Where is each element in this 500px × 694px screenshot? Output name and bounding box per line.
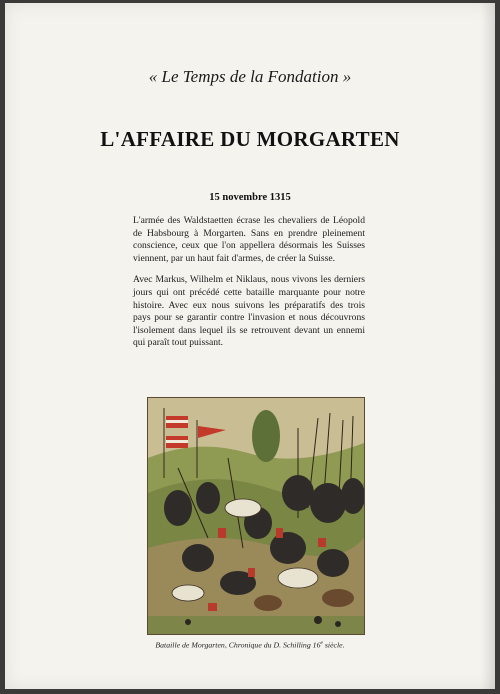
battle-illustration: [147, 397, 365, 635]
illustration-caption: [5, 640, 495, 650]
body-text: [133, 215, 365, 359]
caption-superscript: e: [320, 640, 323, 646]
page-title: L'AFFAIRE DU MORGARTEN: [100, 127, 400, 151]
book-page: [5, 3, 495, 689]
caption-text: Bataille de Morgarten, Chronique du D. Schilling 16: [155, 640, 321, 650]
event-date: 15 novembre 1315: [209, 192, 291, 203]
page-edge-shadow: [481, 3, 495, 689]
series-title: « Le Temps de la Fondation »: [148, 67, 352, 86]
caption-suffix: siècle.: [322, 640, 345, 650]
paragraph-1: L'armée des Waldstaetten écrase les chevaliers de Léopold de Habsbourg à Morgarten. Sans en prendre pleinement conscience, ceux que l'on appellera désormais les Suisses viennent, par un haut fait d'armes, de créer la Suisse.: [133, 215, 365, 264]
battle-painting-image: [148, 398, 364, 634]
paragraph-2: Avec Markus, Wilhelm et Niklaus, nous vivons les derniers jours qui ont précédé cette bataille marquante pour notre histoire. Avec eux nous suivons les préparatifs des trois pays pour se garantir contre l'invasion et nous découvrons l'isolement dans lequel ils se retrouvent devant un ennemi qui paraît tout puissant.: [133, 274, 365, 349]
